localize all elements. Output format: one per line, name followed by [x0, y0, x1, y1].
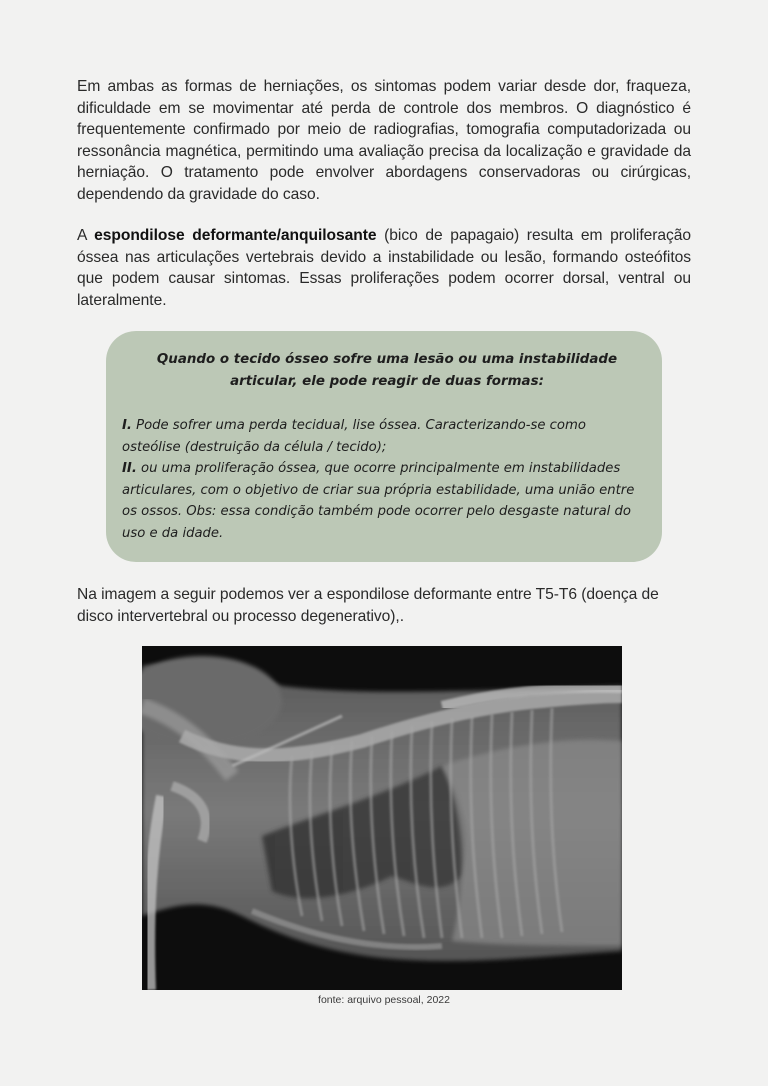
info-callout-box: [106, 331, 662, 562]
callout-item-number: II.: [122, 461, 137, 477]
paragraph-spondylosis-prefix: A: [77, 227, 95, 244]
xray-image: [142, 646, 622, 990]
callout-item-proliferation: [122, 458, 640, 544]
spondylosis-term: espondilose deformante/anquilosante: [94, 227, 377, 244]
callout-item-osteolysis: [122, 415, 640, 458]
paragraph-herniation-symptoms: Em ambas as formas de herniações, os sintomas podem variar desde dor, fraqueza, dificuldade em se movimentar até perda de controle dos membros. O diagnóstico é frequentemente confirmado por meio de radiografias, tomografia computadorizada ou ressonância magnética, permitindo uma avaliação precisa da localização e gravidade da herniação. O tratamento pode envolver abordagens conservadoras ou cirúrgicas, dependendo da gravidade do caso.: [77, 78, 691, 203]
figure-caption: fonte: arquivo pessoal, 2022: [318, 994, 450, 1006]
callout-item-number: I.: [122, 418, 132, 433]
xray-illustration: [142, 646, 622, 990]
callout-item-text: ou uma proliferação óssea, que ocorre principalmente em instabilidades articulares, com o objetivo de criar sua própria estabilidade, uma união entre os ossos. Obs: essa condição também pode ocorrer pelo desgaste natural do uso e da idade.: [122, 461, 635, 541]
paragraph-image-intro: Na imagem a seguir podemos ver a espondilose deformante entre T5-T6 (doença de disco intervertebral ou processo degenerativo),.: [77, 586, 659, 625]
callout-body: [122, 415, 640, 545]
callout-item-text: Pode sofrer uma perda tecidual, lise óssea. Caracterizando-se como osteólise (destruição da célula / tecido);: [122, 418, 586, 455]
callout-title: Quando o tecido ósseo sofre uma lesão ou uma instabilidade articular, ele pode reagir de duas formas:: [156, 352, 618, 389]
paragraph-spondylosis-suffix: (bico de papagaio) resulta em proliferação óssea nas articulações vertebrais devido a instabilidade ou lesão, formando osteófitos que podem causar sintomas. Essas proliferações podem ocorrer dorsal, ventral ou lateralmente.: [77, 227, 691, 309]
paragraph-spondylosis: [77, 225, 691, 311]
